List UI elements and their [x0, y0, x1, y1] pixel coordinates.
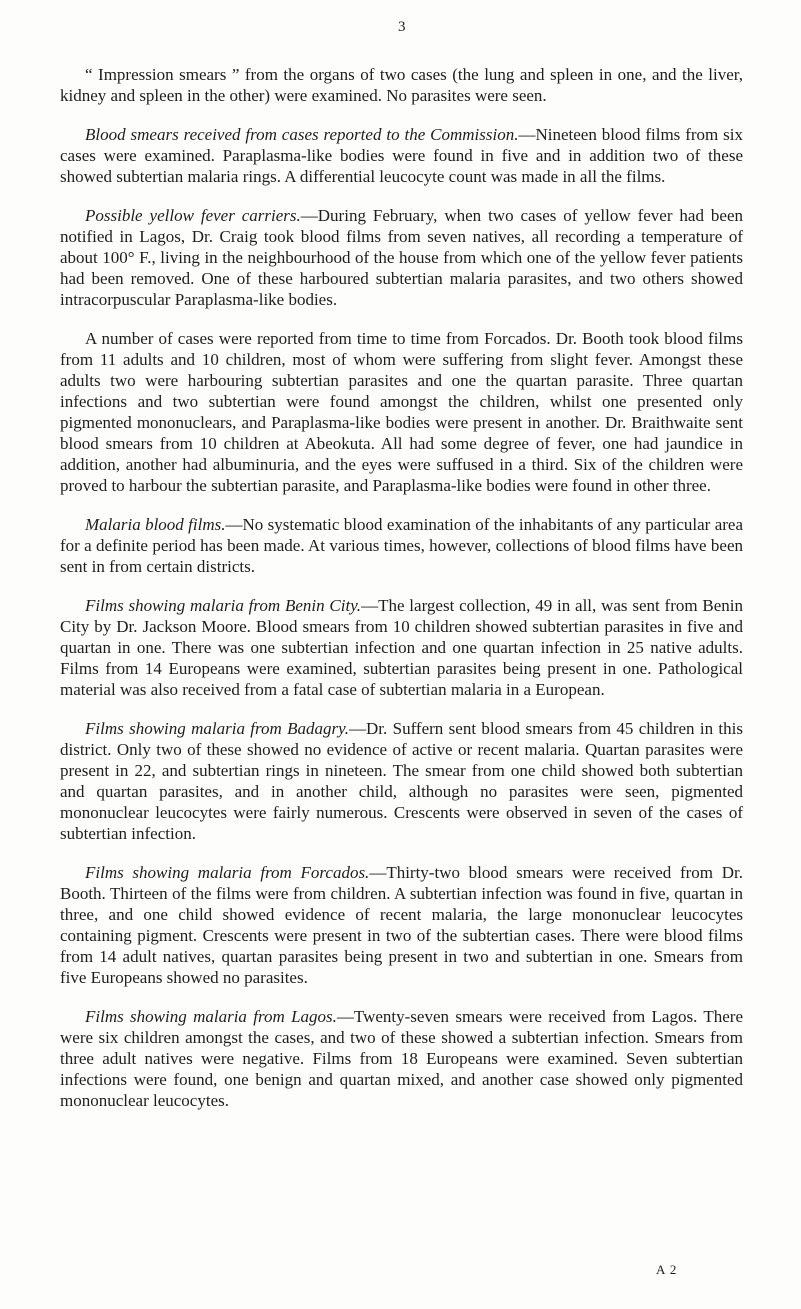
page-number: 3 [398, 19, 406, 35]
paragraph-text: —The largest collection, 49 in all, was sent from Benin City by Dr. Jackson Moore. Blood smears from 10 children showed subtertian parasites in five and quartan in one. There was one subtertian infection and one quartan infection in 25 native adults. Films from 14 Europeans were examined, subtertian parasites being present in one. Pathological material was also received from a fatal case of subtertian malaria in a European. [60, 596, 743, 699]
body-text [60, 64, 743, 1129]
paragraph-badagry [60, 718, 743, 844]
paragraph-text: A number of cases were reported from time to time from Forcados. Dr. Booth took blood films from 11 adults and 10 children, most of whom were suffering from slight fever. Amongst these adults two were harbouring subtertian parasites and one the quartan parasite. Three quartan infections and two subtertian were found amongst the children, whilst one presented only pigmented mononuclears, and Paraplasma-like bodies were present in another. Dr. Braithwaite sent blood smears from 10 children at Abeokuta. All had some degree of fever, one had jaundice in addition, another had albuminuria, and the eyes were suffused in a third. Six of the children were proved to harbour the subtertian parasite, and Paraplasma-like bodies were found in other three. [60, 329, 743, 495]
paragraph-lead: Films showing malaria from Forcados. [85, 863, 370, 882]
paragraph-blood-smears [60, 124, 743, 187]
paragraph-text: —Dr. Suffern sent blood smears from 45 children in this district. Only two of these showed no evidence of active or recent malaria. Quartan parasites were present in 22, and subtertian rings in nineteen. The smear from one child showed both subtertian and quartan parasites, and in another child, although no parasites were seen, pigmented mononuclear leucocytes were fairly numerous. Crescents were observed in seven of the cases of subtertian infection. [60, 719, 743, 843]
signature-mark: A 2 [656, 1262, 678, 1277]
paragraph-benin-city [60, 595, 743, 700]
paragraph-lagos [60, 1006, 743, 1111]
paragraph-text: —Thirty-two blood smears were received from Dr. Booth. Thirteen of the films were from children. A subtertian infection was found in five, quartan in three, and one child showed evidence of recent malaria, the large mononuclear leucocytes containing pigment. Crescents were present in two of the subtertian cases. There were blood films from 14 adult natives, quartan parasites being present in two and subtertian in one. Smears from five Europeans showed no parasites. [60, 863, 743, 987]
paragraph-lead: Possible yellow fever carriers. [85, 206, 301, 225]
paragraph-text: —Nineteen blood films from six cases were examined. Paraplasma-like bodies were found in five and in addition two of these showed subtertian malaria rings. A differential leucocyte count was made in all the films. [60, 125, 743, 186]
paragraph-lead: Films showing malaria from Badagry. [85, 719, 350, 738]
paragraph-malaria-blood-films [60, 514, 743, 577]
paragraph-lead: Blood smears received from cases reported to the Commission. [85, 125, 519, 144]
paragraph-lead: Films showing malaria from Lagos. [85, 1007, 337, 1026]
paragraph-lead: Malaria blood films. [85, 515, 226, 534]
paragraph-yellow-fever-carriers [60, 205, 743, 310]
paragraph-forcados-cases [60, 328, 743, 496]
paragraph-text: —During February, when two cases of yellow fever had been notified in Lagos, Dr. Craig took blood films from seven natives, all recording a temperature of about 100° F., living in the neighbourhood of the house from which one of the yellow fever patients had been removed. One of these harboured subtertian malaria parasites, and two others showed intracorpuscular Paraplasma-like bodies. [60, 206, 743, 309]
paragraph-impression-smears [60, 64, 743, 106]
paragraph-forcados-films [60, 862, 743, 988]
paragraph-text: —No systematic blood examination of the inhabitants of any particular area for a definite period has been made. At various times, however, collections of blood films have been sent in from certain districts. [60, 515, 744, 576]
paragraph-lead: Films showing malaria from Benin City. [85, 596, 362, 615]
paragraph-text: —Twenty-seven smears were received from Lagos. There were six children amongst the cases, and two of these showed a subtertian infection. Smears from three adult natives were negative. Films from 18 Europeans were examined. Seven subtertian infections were found, one benign and quartan mixed, and another case showed only pigmented mononuclear leucocytes. [60, 1007, 743, 1110]
paragraph-text: “ Impression smears ” from the organs of two cases (the lung and spleen in one, and the liver, kidney and spleen in the other) were examined. No parasites were seen. [60, 65, 743, 105]
